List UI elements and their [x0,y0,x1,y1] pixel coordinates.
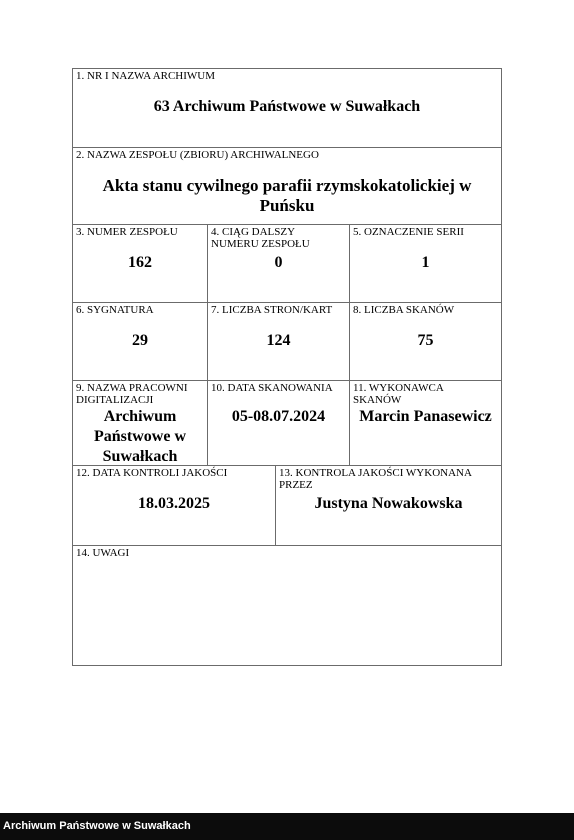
cell-scan-count [349,303,501,380]
field-8-value: 75 [417,332,434,349]
field-3-label: 3. NUMER ZESPOŁU [76,226,178,238]
field-4-value: 0 [274,254,283,271]
cell-qc-person [275,466,501,545]
field-2-value-line2: Puńsku [259,196,315,215]
row-quality-control [73,466,501,546]
cell-page-count [207,303,349,380]
field-2-value-line1: Akta stanu cywilnego parafii rzymskokatolickiej w [102,176,472,195]
field-5-label: 5. OZNACZENIE SERII [353,226,464,238]
cell-fonds-number [73,225,207,302]
cell-scan-date [207,381,349,465]
field-4-label-line1: 4. CIĄG DALSZY [211,226,296,238]
field-1-label: 1. NR I NAZWA ARCHIWUM [76,70,216,82]
cell-fonds-continuation [207,225,349,302]
field-13-label-line1: 13. KONTROLA JAKOŚCI WYKONANA [279,467,472,479]
field-11-label-line1: 11. WYKONAWCA [353,382,444,394]
field-6-value: 29 [132,332,148,349]
cell-scan-operator [349,381,501,465]
field-10-value: 05-08.07.2024 [231,408,326,425]
cell-qc-date [73,466,275,545]
field-7-label: 7. LICZBA STRON/KART [211,304,333,316]
cell-series [349,225,501,302]
field-14-label: 14. UWAGI [76,547,130,559]
cell-signature [73,303,207,380]
field-9-value-line1: Archiwum [103,408,177,425]
archive-metadata-form [72,68,502,666]
field-8-label: 8. LICZBA SKANÓW [353,304,455,316]
field-12-value: 18.03.2025 [138,495,210,512]
row-counts [73,303,501,381]
field-9-label-line2: DIGITALIZACJI [76,394,154,406]
field-4-label-line2: NUMERU ZESPOŁU [211,238,310,250]
field-1-value: 63 Archiwum Państwowe w Suwałkach [153,98,421,115]
field-9-value-line2: Państwowe w [94,428,186,445]
cell-digitization-lab [73,381,207,465]
field-11-value: Marcin Panasewicz [359,408,492,425]
row-fonds-name [73,148,501,225]
field-13-value: Justyna Nowakowska [314,495,463,512]
row-fonds-numbers [73,225,501,303]
field-13-label-line2: PRZEZ [279,479,313,491]
field-6-label: 6. SYGNATURA [76,304,154,316]
field-3-value: 162 [128,254,152,271]
field-10-label: 10. DATA SKANOWANIA [211,382,333,394]
field-12-label: 12. DATA KONTROLI JAKOŚCI [76,467,228,479]
footer-text: Archiwum Państwowe w Suwałkach [3,820,191,832]
field-5-value: 1 [421,254,430,271]
field-9-label-line1: 9. NAZWA PRACOWNI [76,382,188,394]
footer-bar [0,813,574,840]
field-2-label: 2. NAZWA ZESPOŁU (ZBIORU) ARCHIWALNEGO [76,149,319,161]
field-11-label-line2: SKANÓW [353,394,402,406]
row-digitization [73,381,501,466]
field-9-value-line3: Suwałkach [102,448,178,465]
row-archive [73,69,501,148]
row-remarks [73,546,501,665]
field-7-value: 124 [266,332,291,349]
